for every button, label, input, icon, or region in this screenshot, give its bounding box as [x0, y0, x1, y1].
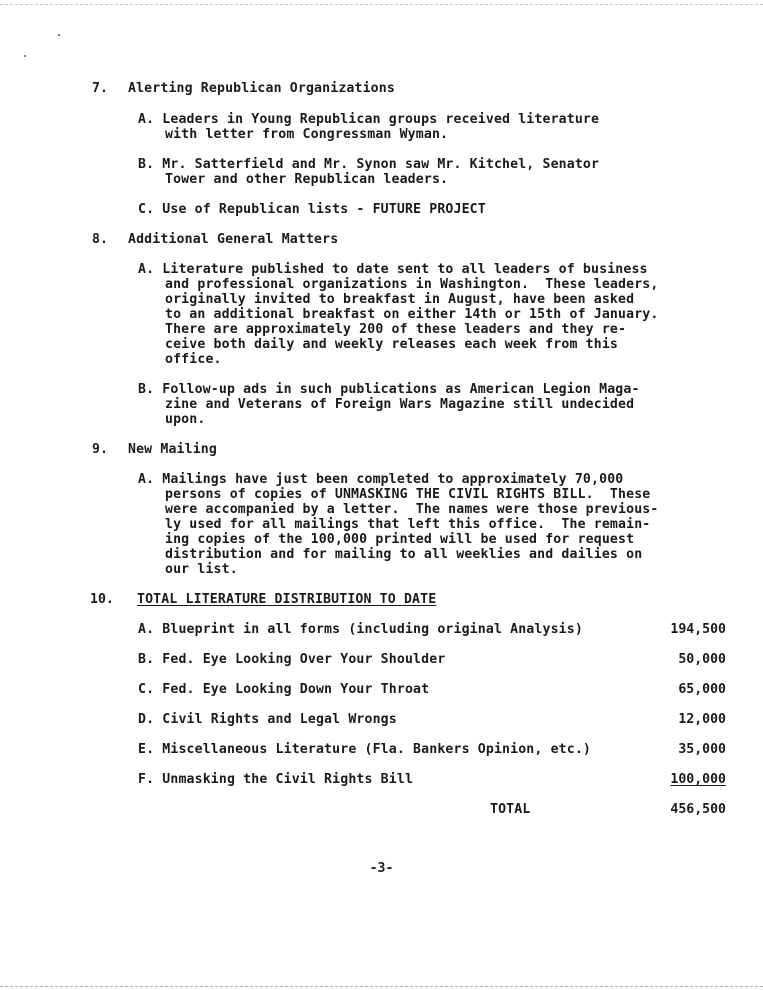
- distribution-row-label: D. Civil Rights and Legal Wrongs: [138, 712, 397, 727]
- distribution-row-label: F. Unmasking the Civil Rights Bill: [138, 772, 414, 787]
- list-item-line: originally invited to breakfast in August, have been asked: [165, 292, 635, 307]
- list-item-line: A. Literature published to date sent to all leaders of business: [138, 262, 648, 277]
- list-item-line: B. Mr. Satterfield and Mr. Synon saw Mr. Kitchel, Senator: [138, 157, 600, 172]
- list-item-line: A. Mailings have just been completed to approximately 70,000: [138, 472, 624, 487]
- distribution-row-label: E. Miscellaneous Literature (Fla. Bankers Opinion, etc.): [138, 742, 592, 757]
- list-item-line: were accompanied by a letter. The names were those previous-: [165, 502, 659, 517]
- list-item-line: with letter from Congressman Wyman.: [165, 127, 449, 142]
- scan-speck: [58, 34, 60, 36]
- list-item-line: our list.: [165, 562, 238, 577]
- page-number: -3-: [369, 861, 394, 876]
- total-label: TOTAL: [490, 802, 531, 817]
- list-item-line: There are approximately 200 of these leaders and they re-: [165, 322, 627, 337]
- section-number: 7.: [92, 81, 108, 96]
- list-item-line: distribution and for mailing to all weeklies and dailies on: [165, 547, 643, 562]
- list-item-line: A. Leaders in Young Republican groups received literature: [138, 112, 600, 127]
- distribution-row-value: 50,000: [678, 652, 726, 667]
- section-heading: TOTAL LITERATURE DISTRIBUTION TO DATE: [137, 592, 437, 607]
- list-item-line: Tower and other Republican leaders.: [165, 172, 449, 187]
- total-value: 456,500: [670, 802, 726, 817]
- list-item-line: office.: [165, 352, 222, 367]
- distribution-row-value: 12,000: [678, 712, 726, 727]
- scan-speck: [24, 55, 26, 57]
- distribution-row-label: A. Blueprint in all forms (including original Analysis): [138, 622, 583, 637]
- list-item-line: C. Use of Republican lists - FUTURE PROJECT: [138, 202, 486, 217]
- list-item-line: persons of copies of UNMASKING THE CIVIL RIGHTS BILL. These: [165, 487, 651, 502]
- page-bottom-edge: [0, 986, 763, 987]
- section-heading: New Mailing: [128, 442, 217, 457]
- section-heading: Alerting Republican Organizations: [128, 81, 395, 96]
- list-item-line: to an additional breakfast on either 14th or 15th of January.: [165, 307, 659, 322]
- distribution-row-value: 100,000: [670, 772, 726, 787]
- distribution-row-label: B. Fed. Eye Looking Over Your Shoulder: [138, 652, 446, 667]
- list-item-line: zine and Veterans of Foreign Wars Magazine still undecided: [165, 397, 635, 412]
- section-number: 9.: [92, 442, 108, 457]
- list-item-line: ceive both daily and weekly releases each week from this: [165, 337, 619, 352]
- list-item-line: upon.: [165, 412, 206, 427]
- distribution-row-value: 194,500: [670, 622, 726, 637]
- distribution-row-value: 65,000: [678, 682, 726, 697]
- list-item-line: ing copies of the 100,000 printed will be used for request: [165, 532, 635, 547]
- distribution-row-value: 35,000: [678, 742, 726, 757]
- list-item-line: and professional organizations in Washington. These leaders,: [165, 277, 659, 292]
- page-top-edge: [0, 4, 763, 5]
- list-item-line: ly used for all mailings that left this office. The remain-: [165, 517, 651, 532]
- distribution-row-label: C. Fed. Eye Looking Down Your Throat: [138, 682, 430, 697]
- list-item-line: B. Follow-up ads in such publications as American Legion Maga-: [138, 382, 640, 397]
- section-heading: Additional General Matters: [128, 232, 339, 247]
- section-number: 8.: [92, 232, 108, 247]
- section-number: 10.: [90, 592, 114, 607]
